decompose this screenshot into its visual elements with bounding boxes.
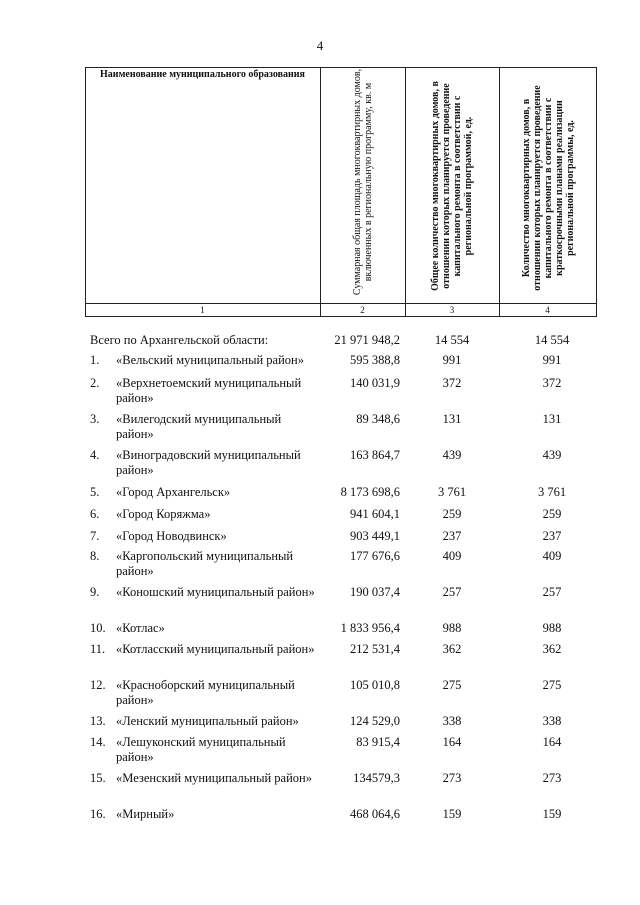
row-name: «Лешуконский муниципальный район» [116, 735, 286, 764]
row-name: «Коношский муниципальный район» [116, 585, 315, 599]
header-col4: Количество многоквартирных домов, в отношении которых планируется проведение капитального ремонта в соответствии с краткосрочными планами реализации региональной программы, ед. [520, 85, 576, 291]
row-name: «Город Коряжма» [116, 507, 211, 521]
row-count: 338 [442, 714, 462, 728]
row-area: 190 037,4 [350, 585, 400, 599]
row-count: 164 [442, 735, 462, 749]
row-planned: 159 [542, 807, 562, 821]
row-index: 6. [90, 507, 100, 521]
row-planned: 275 [542, 678, 562, 692]
row-name: «Каргопольский муниципальный район» [116, 549, 294, 578]
row-index: 5. [90, 485, 100, 499]
row-planned: 237 [542, 529, 562, 543]
row-count: 988 [442, 621, 462, 635]
row-index: 9. [90, 585, 100, 599]
row-count: 237 [442, 529, 462, 543]
row-name: «Мезенский муниципальный район» [116, 771, 312, 785]
row-index: 13. [90, 714, 106, 728]
total-planned: 14 554 [534, 333, 570, 347]
row-index: 7. [90, 529, 100, 543]
row-count: 275 [442, 678, 462, 692]
header-col3: Общее количество многоквартирных домов, в отношении которых планируется проведение капитального ремонта в соответствии с региональной программой, ед. [430, 81, 474, 291]
row-name: «Вилегодский муниципальный район» [116, 412, 282, 441]
row-index: 12. [90, 678, 106, 692]
row-area: 595 388,8 [350, 353, 400, 367]
row-area: 903 449,1 [350, 529, 400, 543]
row-area: 941 604,1 [350, 507, 400, 521]
row-planned: 273 [542, 771, 562, 785]
row-count: 362 [442, 642, 462, 656]
header-num-1: 1 [200, 305, 205, 315]
header-num-2: 2 [360, 305, 365, 315]
row-area: 89 348,6 [356, 412, 400, 426]
row-area: 468 064,6 [350, 807, 400, 821]
row-area: 105 010,8 [350, 678, 400, 692]
row-name: «Город Архангельск» [116, 485, 231, 499]
table-header [85, 67, 597, 317]
row-index: 11. [90, 642, 106, 656]
row-area: 83 915,4 [356, 735, 400, 749]
row-planned: 259 [542, 507, 562, 521]
page-number: 4 [316, 38, 324, 53]
row-planned: 991 [542, 353, 562, 367]
row-index: 4. [90, 448, 100, 462]
row-count: 409 [442, 549, 462, 563]
row-count: 372 [442, 376, 462, 390]
row-index: 2. [90, 376, 100, 390]
row-planned: 439 [542, 448, 562, 462]
row-count: 159 [442, 807, 462, 821]
header-col1: Наименование муниципального образования [100, 69, 305, 80]
row-count: 439 [442, 448, 462, 462]
row-index: 16. [90, 807, 106, 821]
row-name: «Виноградовский муниципальный район» [116, 448, 301, 477]
header-col2: Суммарная общая площадь многоквартирных домов, включенных в региональную программу, кв. м [352, 68, 374, 296]
total-count: 14 554 [434, 333, 470, 347]
row-name: «Красноборский муниципальный район» [116, 678, 295, 707]
row-count: 259 [442, 507, 462, 521]
total-area: 21 971 948,2 [334, 333, 400, 347]
row-index: 14. [90, 735, 106, 749]
row-area: 8 173 698,6 [340, 485, 400, 499]
row-count: 991 [442, 353, 462, 367]
row-index: 1. [90, 353, 100, 367]
header-border-left [85, 67, 86, 317]
row-index: 15. [90, 771, 106, 785]
row-name: «Мирный» [116, 807, 175, 821]
row-index: 10. [90, 621, 106, 635]
row-count: 273 [442, 771, 462, 785]
header-num-4: 4 [545, 305, 550, 315]
row-planned: 164 [542, 735, 562, 749]
row-planned: 362 [542, 642, 562, 656]
row-name: «Верхнетоемский муниципальный район» [116, 376, 302, 405]
row-planned: 131 [542, 412, 562, 426]
row-planned: 257 [542, 585, 562, 599]
row-area: 1 833 956,4 [340, 621, 400, 635]
row-area: 163 864,7 [350, 448, 400, 462]
row-index: 3. [90, 412, 100, 426]
row-name: «Вельский муниципальный район» [116, 353, 304, 367]
header-border-bottom [85, 316, 597, 317]
row-name: «Ленский муниципальный район» [116, 714, 299, 728]
row-planned: 338 [542, 714, 562, 728]
header-num-3: 3 [449, 305, 455, 315]
row-name: «Котласский муниципальный район» [116, 642, 315, 656]
row-name: «Котлас» [116, 621, 165, 635]
row-area: 177 676,6 [350, 549, 400, 563]
row-count: 257 [442, 585, 462, 599]
row-index: 8. [90, 549, 100, 563]
row-area: 140 031,9 [350, 376, 400, 390]
total-label: Всего по Архангельской области: [90, 333, 269, 347]
row-count: 131 [442, 412, 462, 426]
row-planned: 988 [542, 621, 562, 635]
row-planned: 3 761 [537, 485, 567, 499]
row-planned: 372 [542, 376, 562, 390]
row-area: 124 529,0 [350, 714, 400, 728]
row-planned: 409 [542, 549, 562, 563]
row-name: «Город Новодвинск» [116, 529, 227, 543]
row-area: 134579,3 [353, 771, 400, 785]
row-count: 3 761 [437, 485, 467, 499]
row-area: 212 531,4 [350, 642, 400, 656]
